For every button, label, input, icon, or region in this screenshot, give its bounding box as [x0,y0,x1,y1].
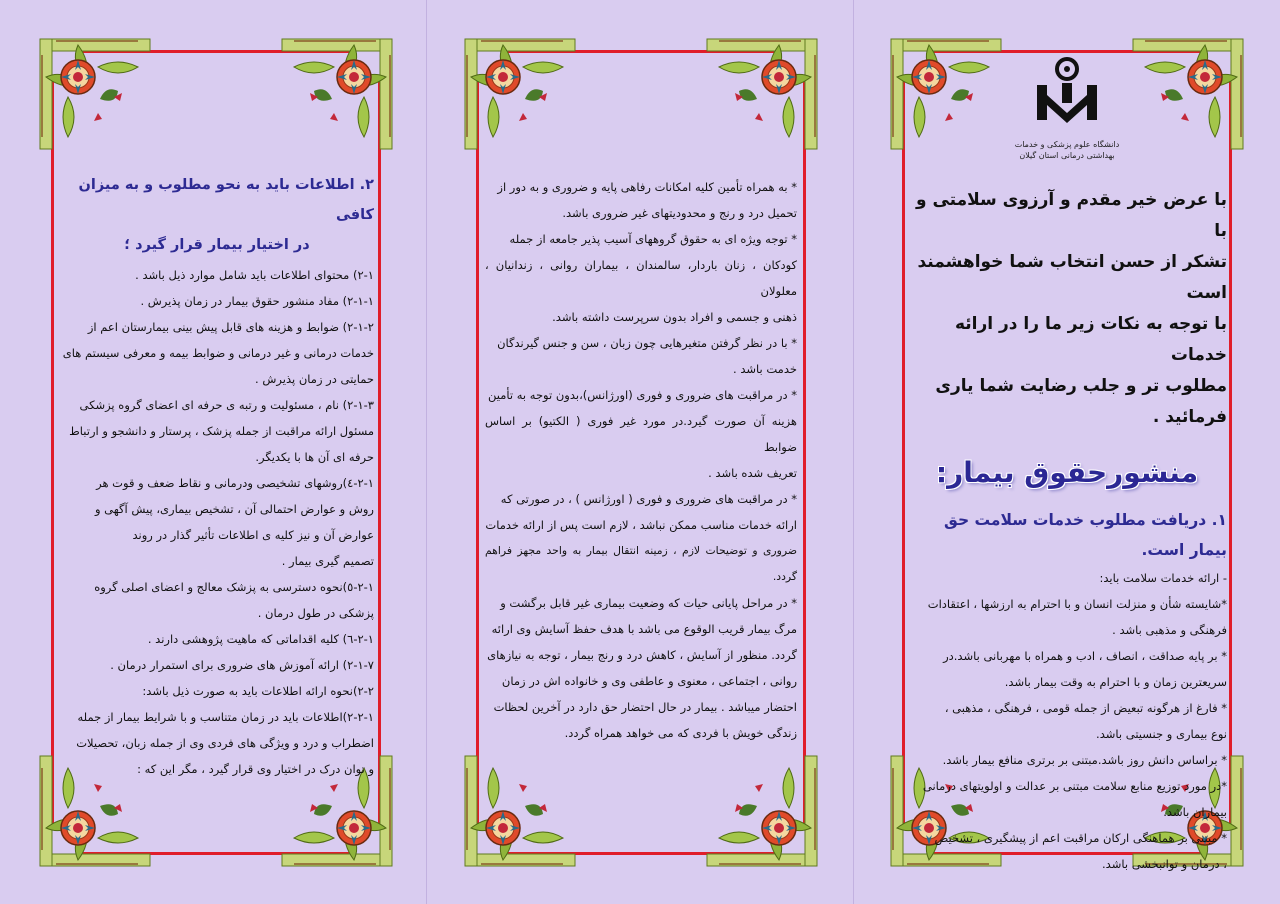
list-item: نوع بیماری و جنسیتی باشد. [1096,727,1227,741]
list-item: - ارائه خدمات سلامت باید: [1099,571,1227,585]
list-item: بیماران باشد. [1163,805,1227,819]
middle-panel-content [485,174,797,746]
list-item: فرهنگی و مذهبی باشد . [1112,623,1227,637]
university-logo-icon [1032,55,1102,135]
list-item: * توجه ویژه ای به حقوق گروههای آسیب پذیر جامعه از جمله [509,232,797,246]
intro-line: با توجه به نکات زیر ما را در ارائه خدمات [954,314,1227,365]
list-item: *شایسته شأن و منزلت انسان و با احترام به ارزشها ، اعتقادات [927,597,1227,611]
list-item: * مبتنی بر هماهنگی ارکان مراقبت اعم از پیشگیری ، تشخیص [934,831,1227,845]
list-item: هزینه آن صورت گیرد.در مورد غیر فوری ( الکتیو) بر اساس ضوابط [485,414,797,454]
left-panel [38,37,394,868]
list-item: گردد. منظور از آسایش ، کاهش درد و رنج بیمار ، توجه به نیازهای [487,648,797,662]
list-item: * براساس دانش روز باشد.مبتنی بر برتری منافع بیمار باشد. [942,753,1227,767]
list-item: خدمت باشد . [733,362,797,376]
frame-right [378,77,381,828]
list-item: ۲-۱-٥)نحوه دسترسی به پزشک معالج و اعضای اصلی گروه [94,580,374,594]
list-item: * در مراحل پایانی حیات که وضعیت بیماری غیر قابل برگشت و [500,596,797,610]
list-item: و توان درک در اختیار وی قرار گیرد ، مگر این که : [137,762,374,776]
list-item: مرگ بیمار قریب الوقوع می باشد با هدف حفظ آسایش وی ارائه [491,622,797,636]
fold-line-left [426,0,427,904]
list-item: * در مراقبت های ضروری و فوری (اورژانس)،بدون توجه به تأمین [488,388,797,402]
list-item: * در مراقبت های ضروری و فوری ( اورژانس ) ، در صورتی که [500,492,797,506]
list-item: پزشکی در طول درمان . [257,606,374,620]
intro-line: مطلوب تر و جلب رضایت شما یاری فرمائید . [935,376,1227,427]
section-2-title: ۲. اطلاعات باید به نحو مطلوب و به میزان کافی [78,177,374,223]
logo-line-2: بهداشتی درمانی استان گیلان [1019,151,1115,160]
frame-left [476,77,479,828]
university-logo [889,55,1245,161]
frame-right [803,77,806,828]
section-2-title-cont: در اختیار بیمار قرار گیرد ؛ [124,237,310,253]
fold-line-right [853,0,854,904]
list-item: حمایتی در زمان پذیرش . [255,372,374,386]
corner-ornament-icon [274,37,394,157]
section-1-title: ۱. دریافت مطلوب خدمات سلامت حق بیمار است. [943,511,1227,559]
list-item: ۲-۱-۷) ارائه آموزش های ضروری برای استمرار درمان . [110,658,374,672]
middle-panel [463,37,819,868]
list-item: * با در نظر گرفتن متغیرهایی چون زبان ، سن و جنس گیرندگان [497,336,797,350]
list-item: عوارض آن و نیز کلیه ی اطلاعات تأثیر گذار در روند [132,528,374,542]
intro-line: تشکر از حسن انتخاب شما خواهشمند است [917,252,1227,303]
list-item: اضطراب و درد و ویژگی های فردی وی از جمله زبان، تحصیلات [76,736,374,750]
corner-ornament-icon [699,37,819,157]
right-panel [889,37,1245,871]
list-item: ۲-۱-۱) مفاد منشور حقوق بیمار در زمان پذیرش . [140,294,374,308]
frame-left [902,77,905,828]
frame-left [51,77,54,828]
list-item: ضروری و توضیحات لازم ، زمینه انتقال بیمار به واحد مجهز فراهم گردد. [485,544,797,583]
list-item: ۲-۱-٤)روشهای تشخیصی ودرمانی و نقاط ضعف و قوت هر [96,476,374,490]
corner-ornament-icon [463,37,583,157]
list-item: تصمیم گیری بیمار . [281,554,374,568]
list-item: ذهنی و جسمی و افراد بدون سرپرست داشته باشد. [552,310,797,324]
list-item: ۲-۱-٦) کلیه اقداماتی که ماهیت پژوهشی دارند . [147,632,374,646]
corner-ornament-icon [699,748,819,868]
corner-ornament-icon [463,748,583,868]
list-item: ۲-۱-۳) نام ، مسئولیت و رتبه ی حرفه ای اعضای گروه پزشکی [79,398,374,412]
list-item: ۲-۱) محتوای اطلاعات باید شامل موارد ذیل باشد . [135,268,374,282]
list-item: کودکان ، زنان باردار، سالمندان ، بیماران روانی ، زندانیان ، معلولان [485,258,797,298]
charter-title: منشورحقوق بیمار: [935,456,1199,489]
list-item: ۲-۲-۱)اطلاعات باید در زمان متناسب و با شرایط بیمار از جمله [77,710,374,724]
list-item: تعریف شده باشد . [708,466,797,480]
list-item: احتضار میباشد . بیمار در حال احتضار حق دارد در آخرین لحظات [493,700,797,714]
list-item: مسئول ارائه مراقبت از جمله پزشک ، پرستار و دانشجو و ارتباط [69,424,374,438]
corner-ornament-icon [38,37,158,157]
left-panel-content [60,170,374,782]
right-panel-content [907,185,1227,877]
list-item: ، درمان و توانبخشی باشد. [1102,857,1227,871]
list-item: * به همراه تأمین کلیه امکانات رفاهی پایه و ضروری و به دور از [497,180,797,194]
intro-line: با عرض خیر مقدم و آرزوی سلامتی و با [915,190,1227,241]
list-item: *در مورد توزیع منابع سلامت مبتنی بر عدالت و اولویتهای درمانی [922,779,1227,793]
list-item: زندگی خویش با فردی که می خواهد همراه گردد. [564,726,797,740]
list-item: * بر پایه صداقت ، انصاف ، ادب و همراه با مهربانی باشد.در [943,649,1227,663]
list-item: ۲-۱-۲) ضوابط و هزینه های قابل پیش بینی بیمارستان اعم از [87,320,374,334]
frame-right [1229,77,1232,828]
list-item: تحمیل درد و رنج و محدودیتهای غیر ضروری باشد. [562,206,797,220]
list-item: سریعترین زمان و با احترام به وقت بیمار باشد. [1004,675,1227,689]
list-item: حرفه ای آن ها با یکدیگر. [255,450,374,464]
list-item: ۲-۲)نحوه ارائه اطلاعات باید به صورت ذیل باشد: [142,684,374,698]
list-item: * فارغ از هرگونه تبعیض از جمله قومی ، فرهنگی ، مذهبی ، [944,701,1227,715]
logo-line-1: دانشگاه علوم پزشکی و خدمات [1014,140,1120,149]
list-item: روانی ، اجتماعی ، معنوی و عاطفی وی و خانواده اش در زمان [501,674,797,688]
list-item: ارائه خدمات مناسب ممکن نباشد ، لازم است پس از ارائه خدمات [485,518,797,532]
list-item: روش و عوارض احتمالی آن ، تشخیص بیماری، پیش آگهی و [94,502,374,516]
list-item: خدمات درمانی و غیر درمانی و ضوابط بیمه و معرفی سیستم های [62,346,374,360]
